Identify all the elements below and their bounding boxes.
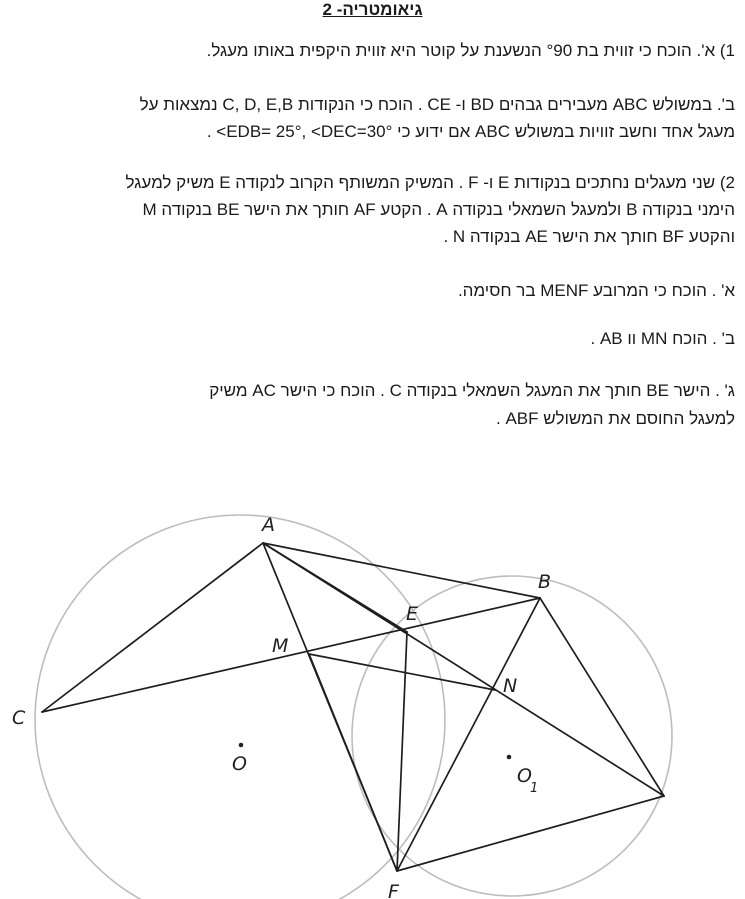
label-O1-subscript: 1 (530, 781, 539, 796)
segment-EF (397, 632, 407, 871)
segment-BD (540, 598, 664, 796)
label-N: N (503, 675, 518, 697)
q2-intro-line1: 2) שני מעגלים נחתכים בנקודות E ו- F . המשיק המשותף הקרוב לנקודה E משיק למעגל (125, 173, 735, 192)
page-title: גיאומטריה- 2 (322, 0, 423, 19)
q1-part-a: 1) א'. הוכח כי זווית בת °90 הנשענת על קוטר היא זווית היקפית באותו מעגל. (206, 41, 735, 60)
segment-AB (263, 543, 540, 598)
center-point-O (239, 743, 244, 748)
q2-part-c-line1: ג' . הישר BE חותך את המעגל השמאלי בנקודה C . הוכח כי הישר AC משיק (209, 381, 735, 400)
q1-part-b-line2: מעגל אחד וחשב זוויות במשולש ABC אם ידוע כי °EDB= 25°, <DEC=30> . (206, 122, 735, 141)
label-F: F (388, 881, 399, 899)
q1-part-b-line1: ב'. במשולש ABC מעבירים גבהים BD ו- CE . הוכח כי הנקודות C, D, E,B נמצאות על (139, 95, 735, 114)
q2-part-b: ב' . הוכח MN וו AB . (590, 329, 735, 348)
segment-FD (397, 796, 664, 871)
label-E: E (406, 603, 419, 625)
label-O: O (232, 753, 247, 775)
geometry-figure-svg (0, 495, 745, 899)
center-point-O1 (507, 755, 512, 760)
segment-BF (397, 598, 540, 871)
segment-MF (309, 654, 397, 871)
segment-AD (263, 543, 664, 796)
label-B: B (538, 571, 552, 593)
label-A: A (262, 514, 275, 536)
q2-part-c-line2: למעגל החוסם את המשולש ABF . (495, 409, 735, 428)
label-C: C (12, 707, 26, 729)
label-O1: O (517, 765, 532, 787)
q2-intro-line3: והקטע BF חותך את הישר AE בנקודה N . (443, 227, 735, 246)
geometry-figure (0, 495, 745, 899)
q2-intro-line2: הימני בנקודה B ולמעגל השמאלי בנקודה A . הקטע AF חותך את הישר BE בנקודה M (142, 200, 735, 219)
q2-part-a: א' . הוכח כי המרובע MENF בר חסימה. (457, 281, 735, 300)
left-circle (35, 515, 445, 899)
label-M: M (272, 635, 289, 657)
